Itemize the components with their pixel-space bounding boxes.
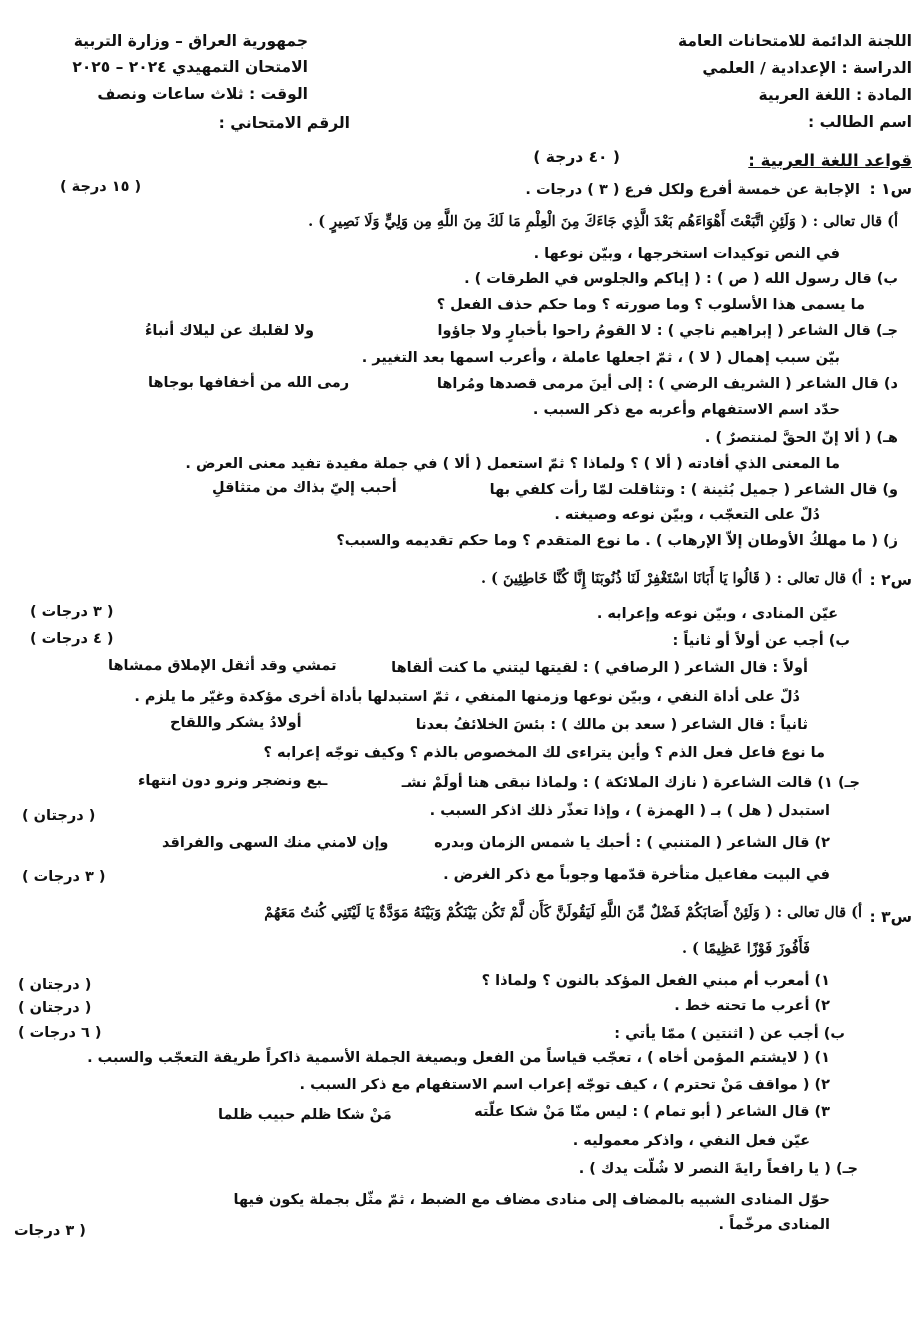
q2-c-first-question: استبدل ( هل ) بـ ( الهمزة ) ، وإذا تعذّر ذلك اذكر السبب . — [429, 803, 830, 819]
q3-b-intro: ب) أجب عن ( اثنتين ) ممّا يأتي : — [614, 1026, 845, 1042]
q1-b-hadith: ب) قال رسول الله ( ص ) : ( إياكم والجلوس في الطرقات ) . — [464, 271, 898, 287]
q1-e-question: ما المعنى الذي أفادته ( ألا ) ؟ ولماذا ؟ ثمّ استعمل ( ألا ) في جملة مفيدة تفيد معنى العرض . — [185, 456, 840, 472]
q3-b-item-3-poem: ٣) قال الشاعر ( أبو تمام ) : ليس منّا مَنْ شكا علّته — [474, 1104, 830, 1120]
q1-c-poem-verse: ولا لقلبك عن ليلاك أنباءُ — [145, 323, 315, 339]
exam-time: الوقت : ثلاث ساعات ونصف — [97, 85, 308, 103]
q1-d-poem-verse: رمى الله من أخفافها بوجاها — [148, 375, 350, 391]
q2-b-intro: ب) أجب عن أولاً أو ثانياً : — [672, 633, 850, 649]
section-marks: ( ٤٠ درجة ) — [533, 148, 620, 166]
q3-b-item-1: ١) ( لايشتم المؤمن أخاه ) ، تعجّب قياساً من الفعل وبصيغة الجملة الأسمية ذاكراً طريقة التعجّب والسبب . — [87, 1050, 830, 1066]
q3-b-item-3-question: عيّن فعل النفي ، واذكر معموليه . — [572, 1133, 810, 1149]
exam-number-label: الرقم الامتحاني : — [218, 114, 350, 132]
q1-b-question: ما يسمى هذا الأسلوب ؟ وما صورته ؟ وما حكم حذف الفعل ؟ — [436, 297, 865, 313]
q1-g-question: ز) ( ما مهلكُ الأوطان إلاّ الإرهاب ) . ما نوع المتقدم ؟ وما حكم تقديمه والسبب؟ — [336, 533, 898, 549]
q2-b-second-poem-verse: أولادُ يشكر واللقاح — [170, 715, 302, 731]
q1-a-question: في النص توكيدات استخرجها ، وبيّن نوعها . — [533, 246, 840, 262]
subject-line: المادة : اللغة العربية — [758, 86, 912, 104]
q2-c-first-poem-verse: ـبع ونضجر ونرو دون انتهاء — [138, 773, 328, 789]
q3-label: س٣ : — [869, 908, 912, 926]
q1-intro: الإجابة عن خمسة أفرع ولكل فرع ( ٣ ) درجات . — [525, 182, 860, 198]
q1-c-poem: جـ) قال الشاعر ( إبراهيم ناجي ) : لا القومُ راحوا بأخبارٍ ولا جاؤوا — [437, 323, 898, 339]
q2-a-marks: ( ٣ درجات ) — [30, 604, 114, 620]
q3-c-marks: ( ٣ درجات — [14, 1223, 86, 1239]
q2-c-second-poem-verse: وإن لامني منك السهى والفراقد — [162, 835, 389, 851]
q1-f-poem-verse: أحبب إليّ بذاك من متثاقلِ — [212, 480, 397, 496]
q3-a-question-1: ١) أمعرب أم مبني الفعل المؤكد بالنون ؟ ولماذا ؟ — [481, 973, 830, 989]
q3-b-item-3-poem-verse: مَنْ شكا ظلم حبيب ظلما — [218, 1107, 392, 1123]
q3-a-question-2-marks: ( درجتان ) — [18, 1000, 92, 1016]
q2-b-marks: ( ٤ درجات ) — [30, 631, 114, 647]
q3-a-question-1-marks: ( درجتان ) — [18, 977, 92, 993]
study-line: الدراسة : الإعدادية / العلمي — [702, 59, 912, 77]
q2-label: س٢ : — [869, 571, 912, 589]
q1-d-poem: د) قال الشاعر ( الشريف الرضي ) : إلى أينَ مرمى قصدها ومُراها — [436, 376, 898, 392]
student-name-label: اسم الطالب : — [808, 113, 912, 131]
exam-title: الامتحان التمهيدي ٢٠٢٤ – ٢٠٢٥ — [72, 58, 308, 76]
q1-label: س١ : — [869, 180, 912, 198]
q3-b-marks: ( ٦ درجات ) — [18, 1025, 102, 1041]
q2-a-question: عيّن المنادى ، وبيّن نوعه وإعرابه . — [596, 606, 838, 622]
q1-f-question: دُلّ على التعجّب ، وبيّن نوعه وصيغته . — [554, 507, 820, 523]
q2-b-second-poem: ثانياً : قال الشاعر ( سعد بن مالك ) : بئسَ الخلائفُ بعدنا — [415, 717, 808, 733]
q3-c-question-end: المنادى مرخّماً . — [718, 1217, 830, 1233]
q2-c-first-marks: ( درجتان ) — [22, 808, 96, 824]
q2-c-first-poem: جـ) ١) قالت الشاعرة ( نازك الملائكة ) : ولماذا نبقى هنا أولَمْ نشـ — [401, 775, 860, 791]
q2-b-second-question: ما نوع فاعل فعل الذم ؟ وأين يتراءى لك المخصوص بالذم ؟ وكيف توجّه إعرابه ؟ — [263, 745, 825, 761]
q2-b-first-poem-verse: تمشي وقد أثقل الإملاق ممشاها — [108, 658, 337, 674]
committee-title: اللجنة الدائمة للامتحانات العامة — [678, 32, 912, 50]
q3-b-item-2: ٢) ( مواقف مَنْ تحترم ) ، كيف توجّه إعراب اسم الاستفهام مع ذكر السبب . — [299, 1077, 830, 1093]
q1-a-verse: أ) قال تعالى : ( وَلَئِنِ اتَّبَعْتَ أَهْوَاءَهُم بَعْدَ الَّذِي جَاءَكَ مِنَ الْعِلْمِ مَا لَكَ مِنَ اللَّهِ مِن وَلِيٍّ وَلَا نَصِيرٍ ) . — [308, 213, 898, 230]
q2-c-second-marks: ( ٣ درجات ) — [22, 869, 106, 885]
q3-c-question: حوّل المنادى الشبيه بالمضاف إلى منادى مضاف مع الضبط ، ثمّ مثّل بجملة يكون فيها — [233, 1192, 830, 1208]
q3-a-verse-end: فَأَفُوزَ فَوْزًا عَظِيمًا ) . — [681, 940, 810, 957]
q1-d-question: حدّد اسم الاستفهام وأعربه مع ذكر السبب . — [532, 402, 840, 418]
q3-a-verse: أ) قال تعالى : ( وَلَئِنْ أَصَابَكُمْ فَضْلٌ مِّنَ اللَّهِ لَيَقُولَنَّ كَأَن لَّمْ تَكُن بَيْنَكُمْ وَبَيْنَهُ مَوَدَّةٌ يَا لَيْتَنِي كُنتُ مَعَهُمْ — [264, 904, 862, 921]
q2-b-first-poem: أولاً : قال الشاعر ( الرصافي ) : لقيتها ليتني ما كنت ألقاها — [391, 660, 808, 676]
q3-c-sentence: جـ) ( يا رافعاً رايةَ النصر لا شُلّت يدك ) . — [578, 1161, 858, 1177]
section-title: قواعد اللغة العربية : — [748, 151, 912, 170]
q2-b-first-question: دُلّ على أداة النفي ، وبيّن نوعها وزمنها المنفي ، ثمّ استبدلها بأداة أخرى مؤكدة وغيّر ما يلزم . — [134, 689, 800, 705]
q1-c-question: بيّن سبب إهمال ( لا ) ، ثمّ اجعلها عاملة ، وأعرب اسمها بعد التغيير . — [361, 350, 840, 366]
q2-c-second-question: في البيت مفاعيل متأخرة قدّمها وجوباً مع ذكر الغرض . — [443, 867, 830, 883]
q3-a-question-2: ٢) أعرب ما تحته خط . — [674, 998, 830, 1014]
q2-c-second-poem: ٢) قال الشاعر ( المتنبي ) : أحبك يا شمس الزمان وبدره — [434, 835, 830, 851]
q1-e-sentence: هـ) ( ألا إنّ الحقَّ لمنتصرٌ ) . — [704, 430, 898, 446]
q1-marks: ( ١٥ درجة ) — [60, 179, 142, 195]
q1-f-poem: و) قال الشاعر ( جميل بُثينة ) : وتثاقلت لمّا رأت كلفي بها — [489, 482, 898, 498]
q2-a-verse: أ) قال تعالى : ( قَالُوا يَا أَبَانَا اسْتَغْفِرْ لَنَا ذُنُوبَنَا إِنَّا كُنَّا خَاطِئِينَ ) . — [480, 570, 862, 587]
republic-ministry: جمهورية العراق – وزارة التربية — [73, 32, 308, 50]
